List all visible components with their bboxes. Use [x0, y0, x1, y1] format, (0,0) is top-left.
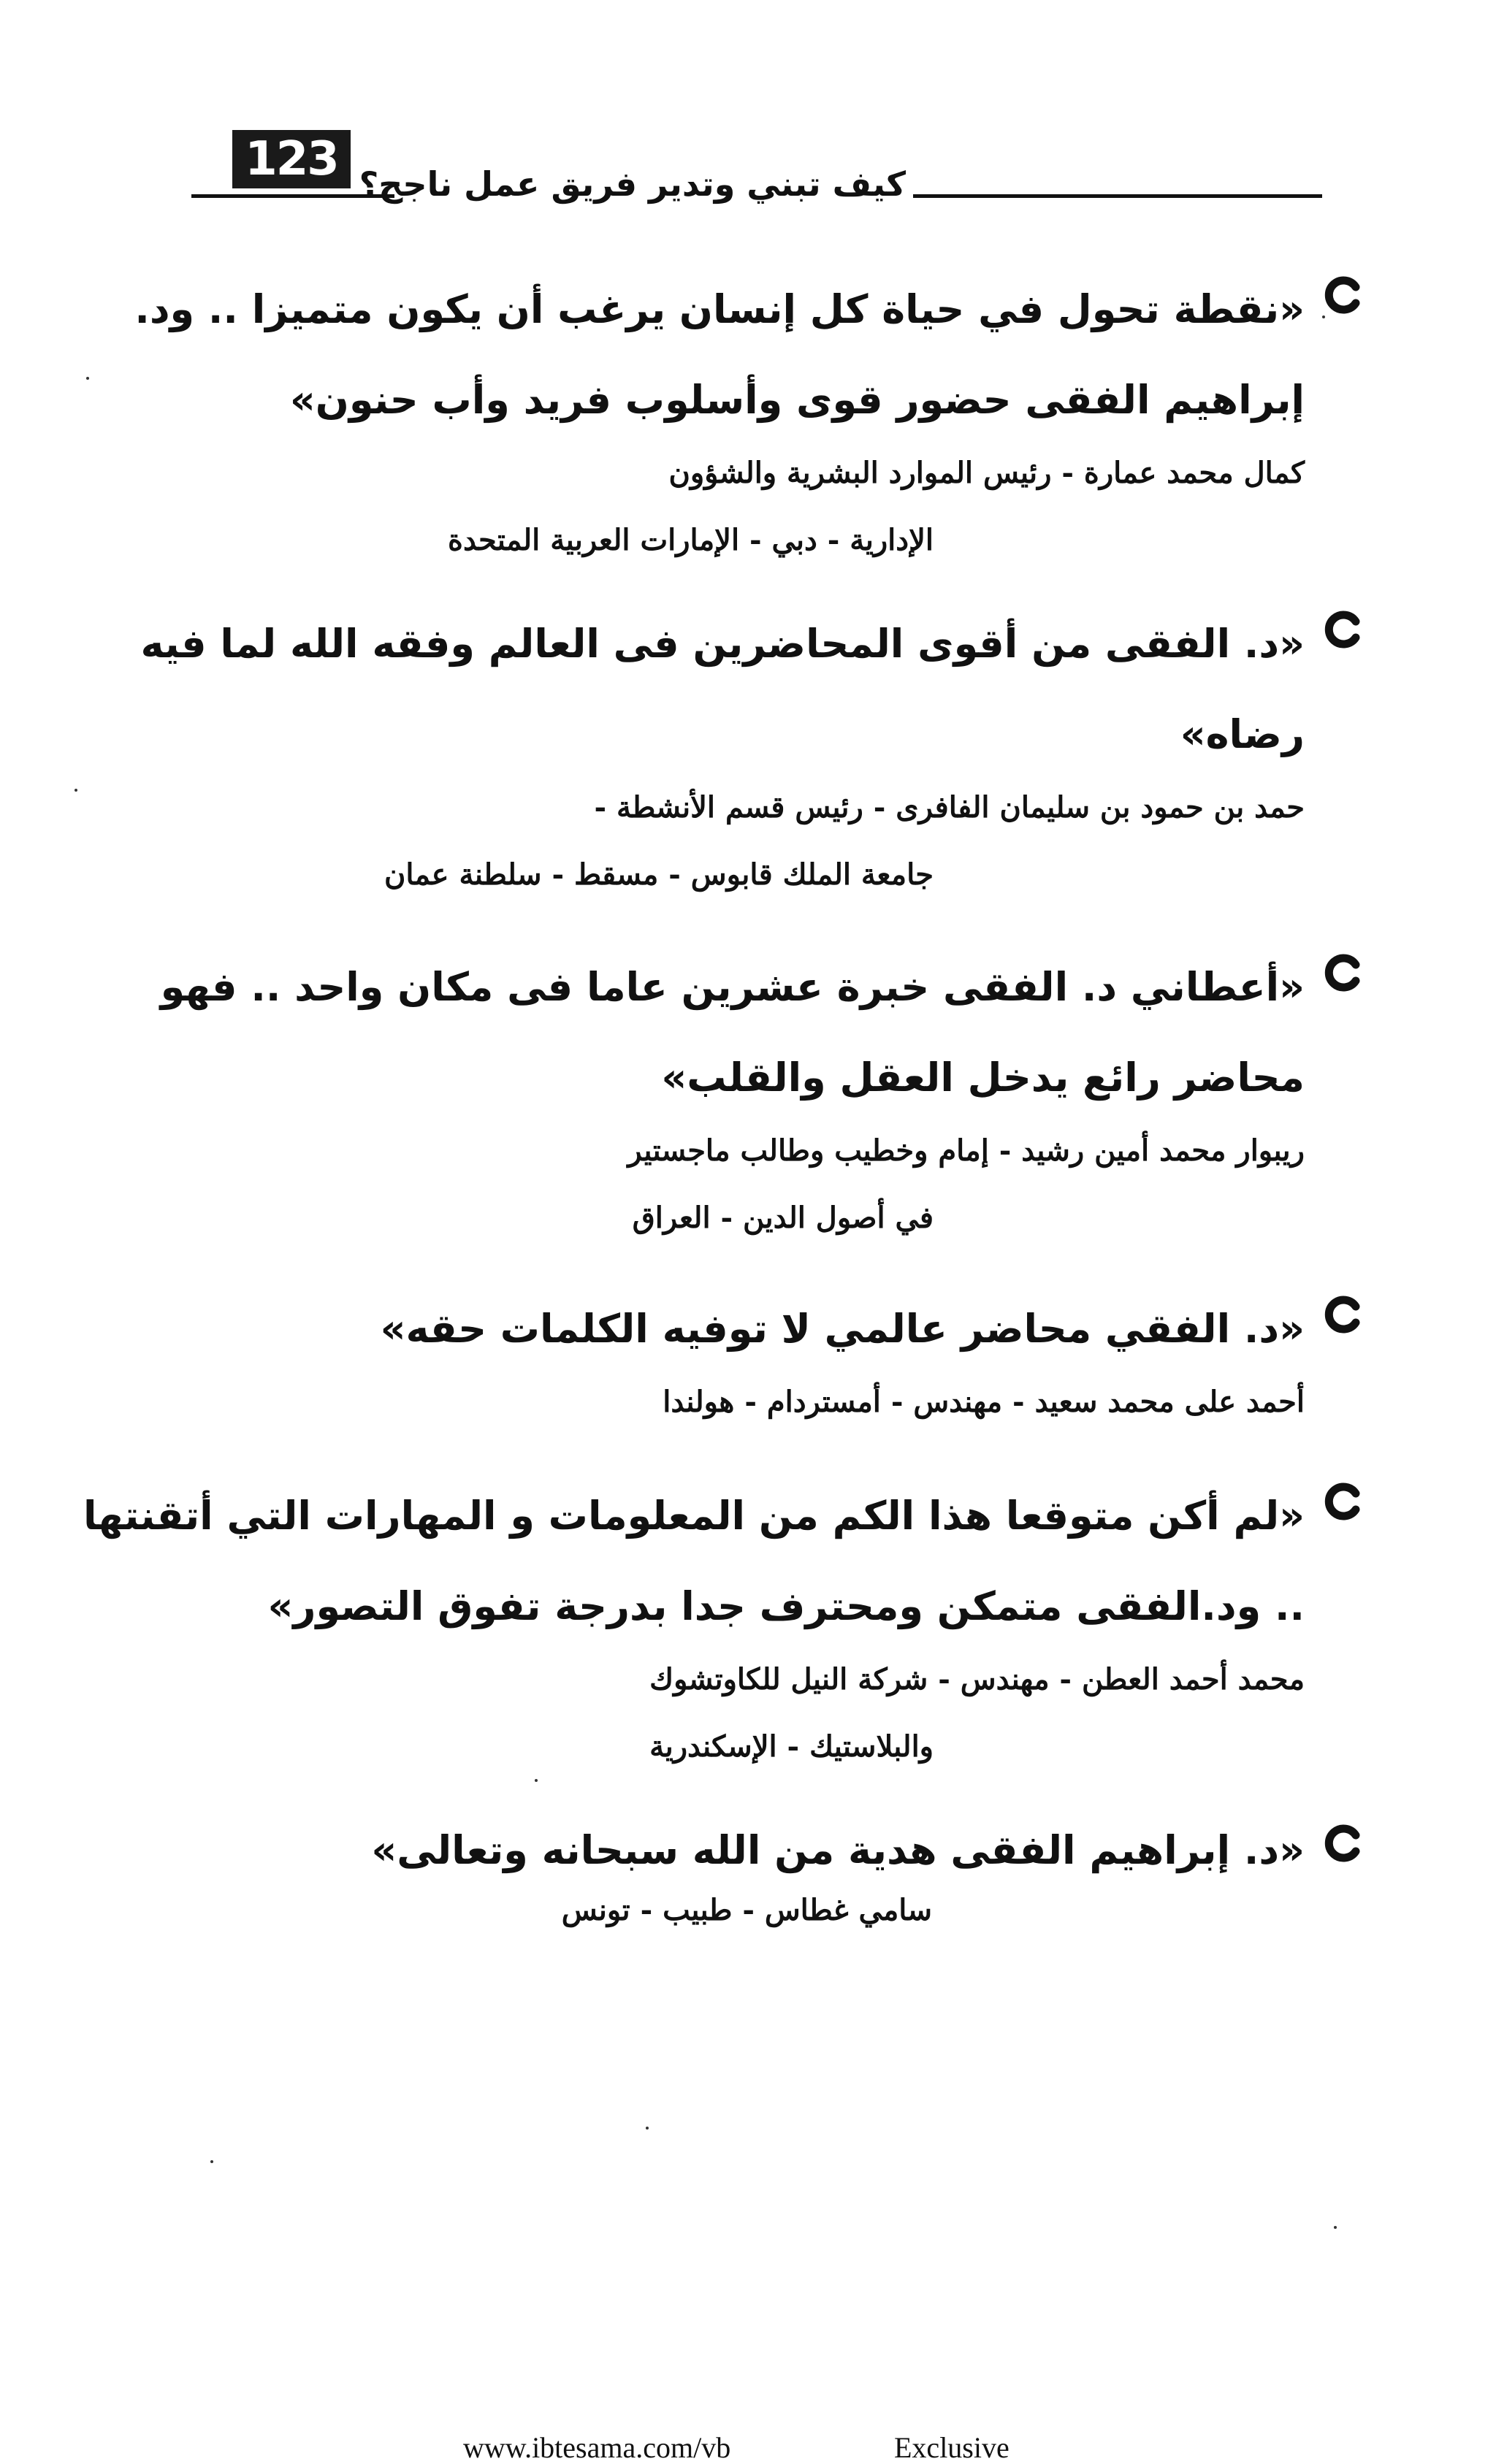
attribution-line: جامعة الملك قابوس - مسقط - سلطنة عمان [383, 857, 934, 892]
c-bullet-icon [1324, 609, 1365, 650]
testimonial-quote [180, 1284, 1305, 1374]
quote-line: «د. إبراهيم الفقى هدية من الله سبحانه وتعالى» [371, 1827, 1305, 1873]
scan-speck [75, 789, 77, 792]
footer-label: Exclusive [894, 2431, 1010, 2464]
attribution-line: ريبوار محمد أمين رشيد - إمام وخطيب وطالب ماجستير [627, 1133, 1305, 1168]
c-bullet-icon [1324, 1823, 1365, 1864]
testimonial-quote [140, 599, 1305, 780]
testimonial-item [83, 1471, 1305, 1780]
scan-speck [1322, 315, 1325, 318]
running-title: كيف تبني وتدير فريق عمل ناجح؟ [394, 162, 913, 206]
scan-speck [210, 2160, 213, 2163]
testimonial-quote [83, 1471, 1305, 1652]
quote-line: رضاه» [1180, 711, 1305, 757]
testimonial-quote [134, 264, 1305, 445]
testimonial-attribution [180, 774, 1305, 908]
testimonial-item [134, 264, 1305, 574]
c-bullet-icon [1324, 1481, 1365, 1522]
quote-line: «أعطاني د. الفقى خبرة عشرين عاما فى مكان واحد .. فهو [160, 964, 1305, 1010]
attribution-line: الإدارية - دبي - الإمارات العربية المتحدة [448, 523, 934, 557]
scan-speck [1334, 2226, 1337, 2229]
quote-line: «د. الفقي محاضر عالمي لا توفيه الكلمات حقه» [380, 1306, 1305, 1352]
testimonial-quote [160, 942, 1305, 1123]
scan-speck [535, 1779, 538, 1782]
attribution-line: سامي غطاس - طبيب - تونس [561, 1893, 932, 1927]
footer-website: www.ibtesama.com/vb [463, 2431, 731, 2464]
quote-line: محاضر رائع يدخل العقل والقلب» [661, 1055, 1305, 1101]
quote-line: .. ود.الفقى متمكن ومحترف جدا بدرجة تفوق التصور» [267, 1583, 1305, 1629]
testimonial-item [180, 1813, 1305, 1944]
testimonial-item [160, 942, 1305, 1252]
scan-speck [646, 2127, 649, 2130]
testimonial-item [140, 599, 1305, 908]
attribution-line: والبلاستيك - الإسكندرية [649, 1729, 934, 1764]
testimonial-item [180, 1284, 1305, 1436]
c-bullet-icon [1324, 952, 1365, 993]
attribution-line: حمد بن حمود بن سليمان الفافرى - رئيس قسم الأنشطة - [594, 790, 1305, 824]
testimonial-attribution [180, 440, 1305, 574]
quote-line: إبراهيم الفقى حضور قوى وأسلوب فريد وأب حنون» [289, 377, 1305, 423]
page-number: 123 [232, 130, 351, 188]
quote-line: «نقطة تحول في حياة كل إنسان يرغب أن يكون متميزا .. ود. [134, 286, 1305, 332]
attribution-line: كمال محمد عمارة - رئيس الموارد البشرية والشؤون [668, 456, 1305, 490]
attribution-line: أحمد على محمد سعيد - مهندس - أمستردام - هولندا [663, 1385, 1305, 1419]
scan-speck [86, 377, 89, 380]
quote-line: «د. الفقى من أقوى المحاضرين فى العالم وفقه الله لما فيه [140, 621, 1305, 667]
testimonial-attribution [180, 1117, 1305, 1252]
c-bullet-icon [1324, 1294, 1365, 1335]
quote-line: «لم أكن متوقعا هذا الكم من المعلومات و المهارات التي أتقنتها [83, 1493, 1305, 1539]
attribution-line: في أصول الدين - العراق [632, 1201, 934, 1235]
c-bullet-icon [1324, 275, 1365, 315]
attribution-line: محمد أحمد العطن - مهندس - شركة النيل للكاوتشوك [649, 1662, 1305, 1696]
testimonial-attribution [180, 1369, 1305, 1436]
testimonial-attribution [180, 1646, 1305, 1780]
